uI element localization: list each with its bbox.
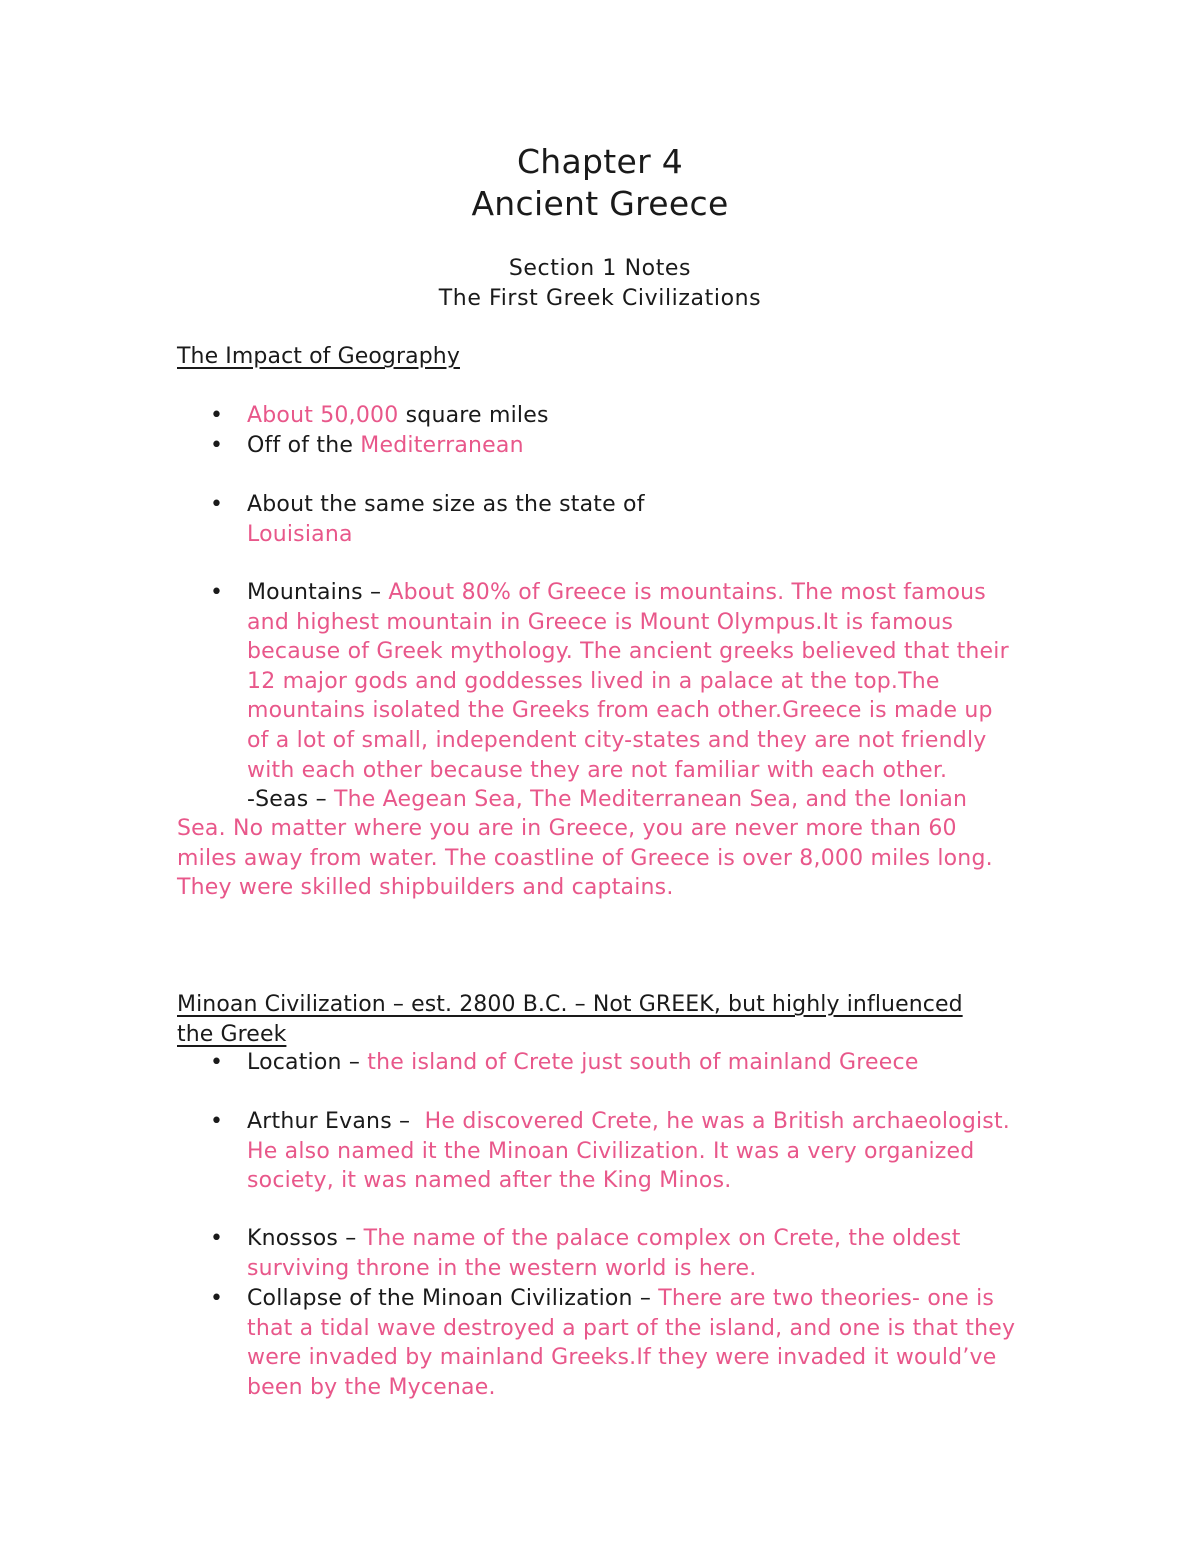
bullet-icon: • xyxy=(210,433,224,458)
bullet-icon: • xyxy=(210,1226,224,1251)
heading-line: the Greek xyxy=(177,1021,287,1047)
bullet-icon: • xyxy=(210,1286,224,1311)
answer-line: with each other because they are not familiar with each other. xyxy=(247,757,948,783)
prompt-text: square miles xyxy=(398,403,549,428)
section-label: Section 1 Notes xyxy=(508,256,692,281)
answer-line: He discovered Crete, he was a British archaeologist. xyxy=(417,1109,1010,1134)
bullet-icon: • xyxy=(210,492,224,517)
answer-line: been by the Mycenae. xyxy=(247,1374,496,1400)
list-item-location xyxy=(210,431,1037,461)
list-item-collapse xyxy=(210,1284,1037,1402)
prompt-text: Location – xyxy=(247,1050,368,1075)
bullet-icon: • xyxy=(210,580,224,605)
list-item-arthur-evans xyxy=(210,1107,1037,1196)
seas-continuation xyxy=(177,814,1037,903)
answer-line: He also named it the Minoan Civilization. It was a very organized xyxy=(247,1138,975,1164)
prompt-text: Collapse of the Minoan Civilization – xyxy=(247,1286,659,1311)
minoan-heading xyxy=(177,990,1007,1049)
document-title: Ancient Greece xyxy=(471,184,729,223)
answer-line: About 80% of Greece is mountains. The most famous xyxy=(388,580,986,605)
answer-line: because of Greek mythology. The ancient greeks believed that their xyxy=(247,639,1009,665)
answer-line: The Aegean Sea, The Mediterranean Sea, and the Ionian xyxy=(333,787,968,813)
prompt-text: Knossos – xyxy=(247,1226,364,1251)
answer-line: Sea. No matter where you are in Greece, you are never more than 60 xyxy=(177,816,957,841)
chapter-title: Chapter 4 xyxy=(516,142,684,181)
prompt-text: Mountains – xyxy=(247,580,389,605)
answer-text: Mediterranean xyxy=(360,433,524,458)
answer-line: miles away from water. The coastline of Greece is over 8,000 miles long. xyxy=(177,845,993,871)
answer-line: and highest mountain in Greece is Mount Olympus.It is famous xyxy=(247,609,954,635)
answer-line: There are two theories- one is xyxy=(658,1286,995,1311)
answer-text: Louisiana xyxy=(247,521,353,547)
answer-line: They were skilled shipbuilders and captains. xyxy=(177,875,674,901)
list-item-same-size xyxy=(210,490,1037,549)
answer-line: The name of the palace complex on Crete, the oldest xyxy=(363,1226,961,1251)
list-item-mountains xyxy=(210,578,1037,815)
section-title: The First Greek Civilizations xyxy=(438,286,762,311)
geography-heading: The Impact of Geography xyxy=(177,344,460,369)
list-item-size xyxy=(210,401,1037,431)
answer-line: mountains isolated the Greeks from each other.Greece is made up xyxy=(247,698,993,724)
answer-line: were invaded by mainland Greeks.If they were invaded it would’ve xyxy=(247,1345,997,1371)
answer-line: 12 major gods and goddesses lived in a palace at the top.The xyxy=(247,668,940,694)
answer-line: of a lot of small, independent city-states and they are not friendly xyxy=(247,727,987,753)
answer-line: that a tidal wave destroyed a part of the island, and one is that they xyxy=(247,1315,1016,1341)
answer-text: the island of Crete just south of mainland Greece xyxy=(367,1050,919,1075)
bullet-icon: • xyxy=(210,1109,224,1134)
prompt-text: -Seas – xyxy=(247,787,334,813)
list-item-knossos xyxy=(210,1224,1037,1283)
bullet-icon: • xyxy=(210,403,224,428)
bullet-icon: • xyxy=(210,1050,224,1075)
answer-text: About 50,000 xyxy=(247,403,399,428)
heading-line: Minoan Civilization – est. 2800 B.C. – Not GREEK, but highly influenced xyxy=(177,992,963,1017)
prompt-text: Arthur Evans – xyxy=(247,1109,418,1134)
list-item-minoan-location xyxy=(210,1048,1037,1078)
answer-line: society, it was named after the King Minos. xyxy=(247,1168,732,1194)
answer-line: surviving throne in the western world is here. xyxy=(247,1255,757,1281)
prompt-text: About the same size as the state of xyxy=(247,492,645,517)
prompt-text: Off of the xyxy=(247,433,361,458)
